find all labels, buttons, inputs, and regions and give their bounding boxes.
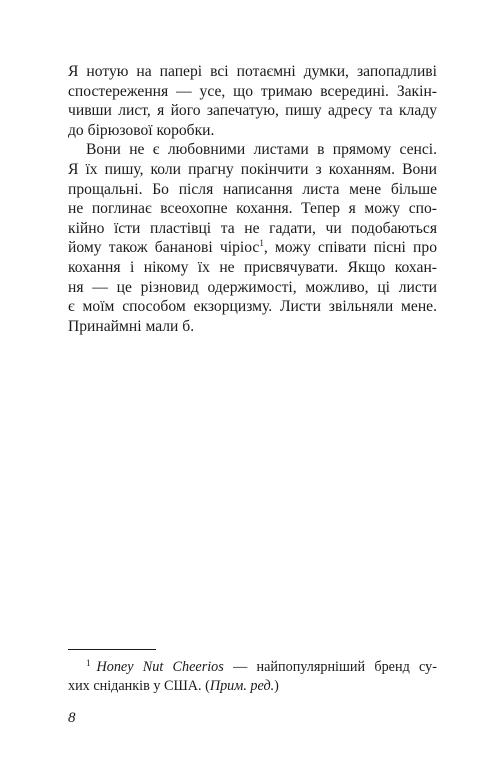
footnote-marker: 1 — [86, 658, 91, 668]
footnote-brand: Honey Nut Cheerios — [96, 659, 224, 675]
footnote-divider — [68, 649, 156, 650]
text-line: чивши лист, я його запечатую, пишу адресу та кладу — [68, 102, 437, 120]
text-line: кійно їсти пластівці та не гадати, чи подобаються — [68, 219, 437, 237]
text-line: до бірюзової коробки. — [68, 121, 215, 139]
text-line: Принаймні мали б. — [68, 317, 195, 335]
text-line: Я нотую на папері всі потаємні думки, запопадливі — [68, 63, 437, 80]
main-text — [68, 62, 437, 336]
text-line: спостереження — усе, що тримаю всередині. Закін- — [68, 82, 437, 100]
text-line: Вони не є любовними листами в прямому сенсі. — [86, 141, 437, 159]
text-line: є моїм способом екзорцизму. Листи звільняли мене. — [68, 298, 437, 316]
footnote-text: ) — [274, 678, 279, 694]
footnote-text: — найпопулярніший бренд су- — [223, 659, 437, 675]
text-line: кохання і нікому їх не присвячувати. Якщо кохан- — [68, 258, 437, 276]
page-number: 8 — [68, 710, 76, 726]
footnote — [68, 654, 437, 696]
paragraph-2 — [68, 140, 437, 336]
text-line: прощальні. Бо після написання листа мене більше — [68, 180, 437, 198]
footnote-line — [68, 677, 437, 696]
text-line: не поглинає всеохопне кохання. Тепер я можу спо- — [68, 200, 437, 218]
text-line-with-footnote-ref — [68, 238, 437, 258]
text-fragment: , можу співати пісні про — [263, 239, 437, 257]
footnote-line — [68, 654, 437, 677]
editor-note: Прим. ред. — [209, 678, 275, 694]
footnote-reference[interactable]: 1 — [259, 238, 264, 249]
footnote-text: хих сніданків у США. ( — [68, 678, 210, 694]
text-line: ня — це різновид одержимості, можливо, ці листи — [68, 278, 437, 296]
text-line: Я їх пишу, коли прагну покінчити з коханням. Вони — [68, 160, 437, 178]
paragraph-1 — [68, 62, 437, 140]
text-fragment: йому також бананові чіріос — [68, 239, 260, 257]
